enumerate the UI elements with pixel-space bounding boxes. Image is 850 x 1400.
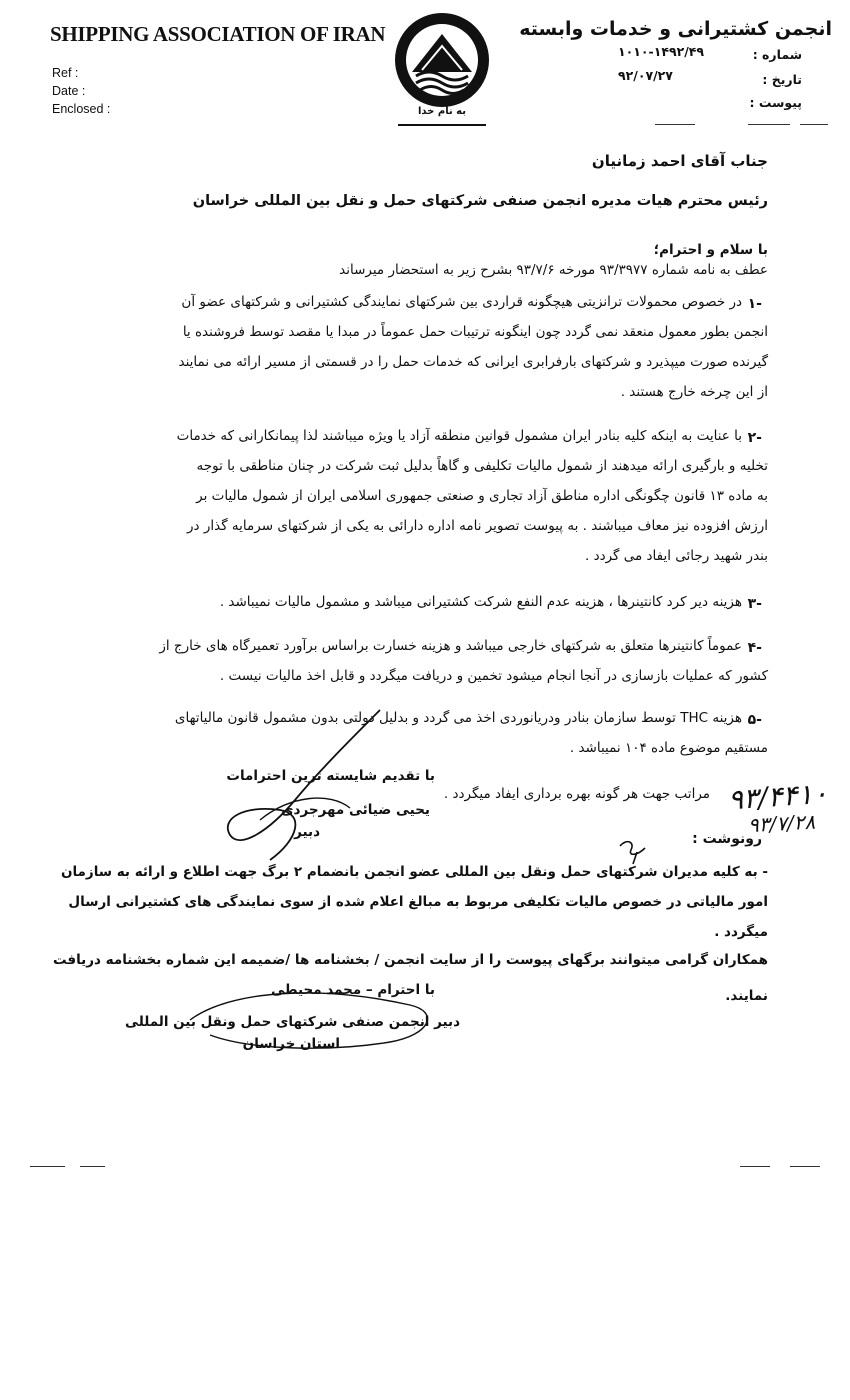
footer-divider	[30, 1166, 65, 1167]
recipient-title: رئیس محترم هیات مدیره انجمن صنفی شرکتهای حمل و نقل بین المللی خراسان	[192, 193, 768, 209]
handwritten-registration	[726, 776, 829, 838]
item-2-line: تخلیه و بارگیری ارائه میدهند از شمول مالیات تکلیفی و گاهاً بدلیل ثبت شرکت در چنان مناطقی با توجه	[196, 458, 768, 474]
date-label-fa: تاریخ :	[762, 72, 802, 87]
item-number: ۳-	[747, 596, 762, 612]
attachment-label-fa: پیوست :	[749, 95, 802, 110]
item-number: ۴-	[747, 640, 762, 656]
number-value: ۱۰۱۰-۱۴۹۲/۴۹	[618, 44, 705, 59]
item-1-line: انجمن بطور معمول منعقد نمی گردد چون اینگونه ترتیبات حمل عموماً در مبدا یا مقصد توسط فروشنده یا	[182, 324, 768, 340]
item-2-line: بندر شهید رجائی ایفاد می گردد .	[584, 548, 768, 564]
persian-letterhead-title: انجمن کشتیرانی و خدمات وابسته	[519, 18, 832, 40]
copy-signer-region: استان خراسان	[242, 1036, 340, 1052]
copy-line: نمایند.	[725, 988, 768, 1004]
enclosed-label: Enclosed :	[52, 102, 111, 116]
handwritten-reg-date: ۹۳/۷/۲۸	[747, 809, 816, 838]
signature-mark	[200, 700, 420, 880]
item-4-line: عموماً کانتینرها متعلق به شرکتهای خارجی میباشد و هزینه خسارت براساس برآورد تعمیرگاه های خارج از	[159, 638, 742, 654]
english-letterhead-title: SHIPPING ASSOCIATION OF IRAN	[50, 22, 386, 46]
item-number: ۲-	[747, 430, 762, 446]
item-1-line: از این چرخه خارج هستند .	[620, 384, 768, 400]
footer-divider	[790, 1166, 820, 1167]
association-logo	[392, 10, 492, 110]
copy-line: - به کلیه مدیران شرکتهای حمل ونقل بین المللی عضو انجمن بانضمام ۲ برگ جهت اطلاع و ارائه به سازمان	[60, 864, 768, 880]
item-1-line: در خصوص محمولات ترانزیتی هیچگونه قراردی بین شرکتهای نمایندگی کشتیرانی و شرکتهای عضو آن	[181, 294, 742, 310]
reference-line: عطف به نامه شماره ۹۳/۳۹۷۷ مورخه ۹۳/۷/۶ بشرح زیر به استحضار میرساند	[339, 262, 768, 278]
item-2-line: با عنایت به اینکه کلیه بنادر ایران مشمول قوانین منطقه آزاد یا ویژه میباشند لذا پیمانکارانی که خدمات	[176, 428, 742, 444]
header-divider	[800, 124, 828, 125]
header-divider	[655, 124, 695, 125]
initial-mark	[615, 836, 655, 866]
number-label-fa: شماره :	[752, 47, 802, 62]
caption-underline	[398, 124, 486, 126]
logo-caption: به نام خدا	[417, 106, 467, 117]
ref-label: Ref :	[52, 66, 79, 80]
signoff: با تقدیم شایسته ترین احترامات	[226, 768, 435, 784]
item-number: ۵-	[747, 712, 762, 728]
copy-signer-title: دبیر انجمن صنفی شرکتهای حمل ونقل بین المللی	[125, 1014, 460, 1030]
item-2-line: به ماده ۱۳ قانون چگونگی اداره مناطق آزاد تجاری و صنعتی جمهوری اسلامی ایران از شمول مالیات بر	[196, 488, 768, 504]
item-5-line: هزینه THC توسط سازمان بنادر ودریانوردی اخذ می گردد و بدلیل دولتی بدون مشمول قانون مالیاتهای	[174, 710, 742, 726]
closing-note: مراتب جهت هر گونه بهره برداری ایفاد میگردد .	[443, 786, 710, 802]
item-2-line: ارزش افزوده نیز معاف میباشند . به پیوست تصویر نامه اداره دارائی به یکی از شرکتهای سرمایه گذار در	[187, 518, 768, 534]
copy-line: امور مالیاتی در خصوص مالیات تکلیفی مربوط به مبالغ اعلام شده از سوی نمایندگی های کشتیرانی ارسال	[68, 894, 768, 910]
item-5-line: مستقیم موضوع ماده ۱۰۴ نمیباشد .	[569, 740, 768, 756]
copy-line: همکاران گرامی میتوانند برگهای پیوست را از سایت انجمن / بخشنامه ها /ضمیمه این شماره بخشنامه دریافت	[52, 952, 768, 968]
header-divider	[748, 124, 790, 125]
item-4-line: کشور که عملیات بازسازی در آنجا انجام میشود تخمین و دریافت میگردد و قابل اخذ مالیات نیست .	[219, 668, 768, 684]
copy-label: رونوشت :	[692, 831, 762, 847]
item-3-line: هزینه دیر کرد کانتینرها ، هزینه عدم النفع شرکت کشتیرانی میباشد و مشمول مالیات نمیباشد .	[219, 594, 742, 610]
signer-title: دبیر	[294, 824, 320, 840]
footer-divider	[80, 1166, 105, 1167]
copy-signoff: با احترام – محمد محیطی	[271, 982, 435, 998]
date-value: ۹۲/۰۷/۲۷	[618, 68, 673, 83]
footer-divider	[740, 1166, 770, 1167]
copy-line: میگردد .	[714, 924, 768, 940]
recipient-name: جناب آقای احمد زمانیان	[591, 152, 768, 170]
date-label: Date :	[52, 84, 86, 98]
handwritten-reg-number: ۹۳/۴۴۱۰	[726, 776, 829, 817]
item-number: ۱-	[747, 296, 762, 312]
copy-signature-mark	[170, 980, 470, 1060]
signer-name: یحیی ضیائی مهرجردی	[281, 802, 430, 818]
item-1-line: گیرنده صورت میپذیرد و شرکتهای بارفرابری ایرانی که خدمات حمل را در قسمتی از مسیر ارائه می نمایند	[178, 354, 768, 370]
greeting: با سلام و احترام؛	[653, 242, 768, 258]
